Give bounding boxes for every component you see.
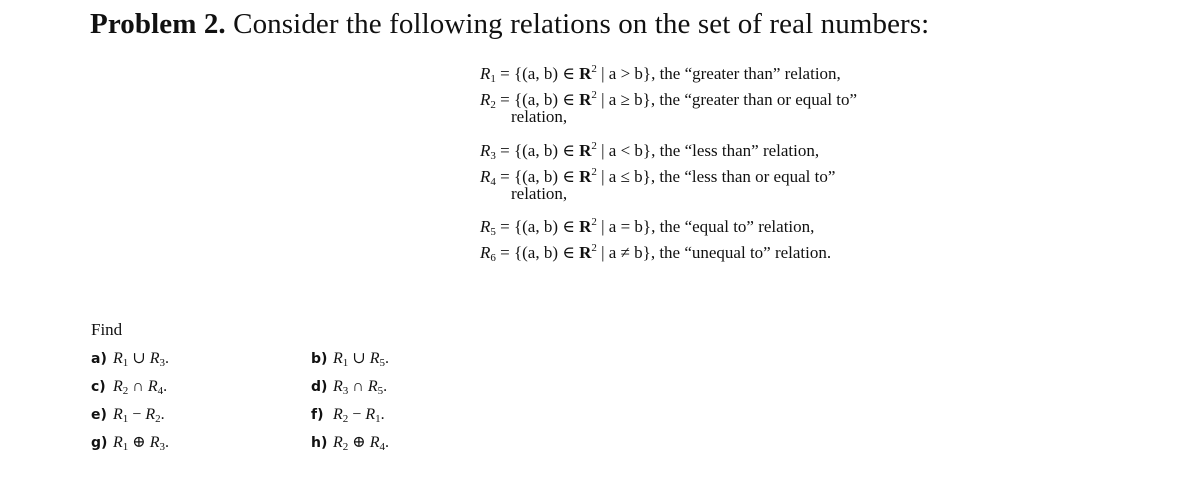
question-letter: e): [91, 407, 107, 423]
problem-statement: Consider the following relations on the set of real numbers:: [225, 8, 930, 40]
relation-line: [480, 84, 858, 111]
question-item: [311, 432, 389, 454]
relation-definition: = {(a, b) ∈ $R^2$ | a ≠ b}, the “unequal to” relation.: [495, 242, 832, 262]
question-letter: h): [311, 435, 328, 451]
relation-definition: = {(a, b) ∈ $R^2$ | a = b}, the “equal to” relation,: [495, 216, 815, 236]
question-letter: f): [311, 407, 324, 423]
question-expression: $R_1 - R_2$.: [113, 406, 165, 425]
relation-line: [480, 135, 820, 162]
question-expression: $R_2$ ⊕ $R_4$.: [333, 434, 389, 453]
relation-line: [480, 161, 836, 188]
question-item: [91, 404, 165, 426]
relation-line: [480, 58, 841, 85]
relation-symbol: $R_2$: [480, 90, 496, 111]
question-expression: $R_1$ ∪ $R_3$.: [113, 350, 169, 369]
question-item: [91, 432, 169, 454]
question-letter: a): [91, 351, 107, 367]
relation-symbol: $R_1$: [480, 64, 496, 85]
relation-continuation: relation,: [511, 107, 568, 126]
relation-symbol: $R_3$: [480, 141, 496, 162]
question-expression: $R_3$ ∩ $R_5$.: [333, 378, 388, 397]
question-item: [91, 348, 169, 370]
question-letter: c): [91, 379, 106, 395]
question-expression: $R_1$ ⊕ $R_3$.: [113, 434, 169, 453]
question-letter: d): [311, 379, 328, 395]
relation-definition: = {(a, b) ∈ $R^2$ | a ≤ b}, the “less than or equal to”: [495, 166, 836, 186]
question-letter: g): [91, 435, 108, 451]
find-label: Find: [91, 320, 123, 339]
relation-symbol: $R_6$: [480, 243, 496, 264]
relation-continuation: relation,: [511, 184, 568, 203]
question-item: [311, 404, 385, 426]
relation-definition: = {(a, b) ∈ $R^2$ | a > b}, the “greater than” relation,: [495, 63, 841, 83]
question-expression: $R_2 - R_1$.: [333, 406, 385, 425]
question-expression: $R_2$ ∩ $R_4$.: [113, 378, 168, 397]
problem-label: Problem 2.: [90, 8, 226, 40]
relation-definition: = {(a, b) ∈ $R^2$ | a ≥ b}, the “greater than or equal to”: [495, 89, 858, 109]
question-item: [91, 376, 167, 398]
question-item: [311, 348, 389, 370]
question-item: [311, 376, 387, 398]
relation-symbol: $R_5$: [480, 217, 496, 238]
question-expression: $R_1$ ∪ $R_5$.: [333, 350, 389, 369]
relation-definition: = {(a, b) ∈ $R^2$ | a < b}, the “less than” relation,: [495, 140, 820, 160]
question-letter: b): [311, 351, 328, 367]
relation-symbol: $R_4$: [480, 167, 496, 188]
relation-line: [480, 237, 832, 264]
relation-line: [480, 211, 815, 238]
